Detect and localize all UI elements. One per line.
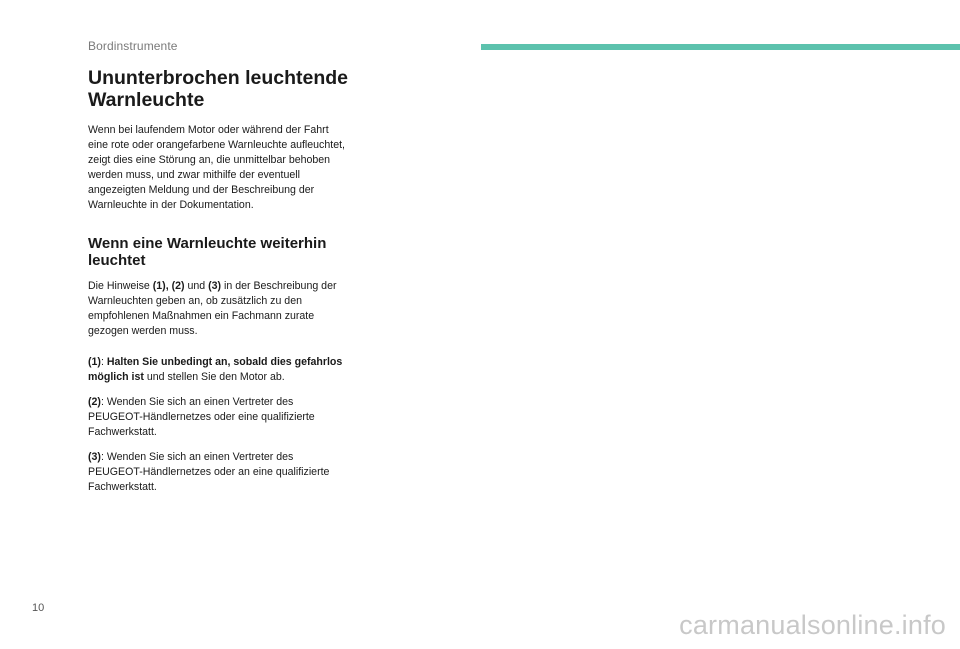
- hint-refs-a: (1), (2): [152, 280, 185, 292]
- main-content: [88, 67, 350, 505]
- section-label: Bordinstrumente: [88, 39, 178, 53]
- subheading: Wenn eine Warnleuchte weiterhin leuchtet: [88, 235, 327, 269]
- hint-text-end: in der Beschreibung der Warnleuchten geben an, ob zusätzlich zu den empfohlenen Maßnahmen ein Fachmann zurate gezogen werden muss.: [88, 280, 337, 337]
- note-separator: :: [100, 356, 107, 368]
- note-text: Wenden Sie sich an einen Vertreter des PEUGEOT-Händlernetzes oder an eine qualifizierte Fachwerkstatt.: [88, 451, 330, 493]
- note-1: [88, 355, 350, 385]
- hint-refs-b: (3): [208, 280, 222, 292]
- note-text: und stellen Sie den Motor ab.: [143, 371, 285, 383]
- header-accent-bar: [481, 44, 960, 50]
- hint-text-start: Die Hinweise: [88, 280, 153, 292]
- hint-paragraph: [88, 279, 350, 339]
- note-bold-text: Halten Sie unbedingt an, sobald dies gefahrlos möglich ist: [88, 356, 343, 383]
- note-ref: (2): [88, 396, 101, 408]
- intro-paragraph: Wenn bei laufendem Motor oder während der Fahrt eine rote oder orangefarbene Warnleuchte aufleuchtet, zeigt dies eine Störung an, die unmittelbar behoben werden muss, und zwar mithilfe der eventuell angezeigten Meldung und der Beschreibung der Warnleuchte in der Dokumentation.: [88, 124, 345, 211]
- note-2: [88, 395, 350, 440]
- note-3: [88, 450, 350, 495]
- note-text: Wenden Sie sich an einen Vertreter des PEUGEOT-Händlernetzes oder eine qualifizierte Fachwerkstatt.: [88, 396, 315, 438]
- page-title: Ununterbrochen leuchtende Warnleuchte: [88, 67, 349, 111]
- note-separator: :: [100, 451, 107, 463]
- note-ref: (1): [88, 356, 101, 368]
- note-ref: (3): [88, 451, 101, 463]
- note-separator: :: [100, 396, 107, 408]
- hint-und: und: [184, 280, 209, 292]
- page-number: 10: [32, 602, 45, 614]
- watermark: carmanualsonline.info: [679, 610, 946, 640]
